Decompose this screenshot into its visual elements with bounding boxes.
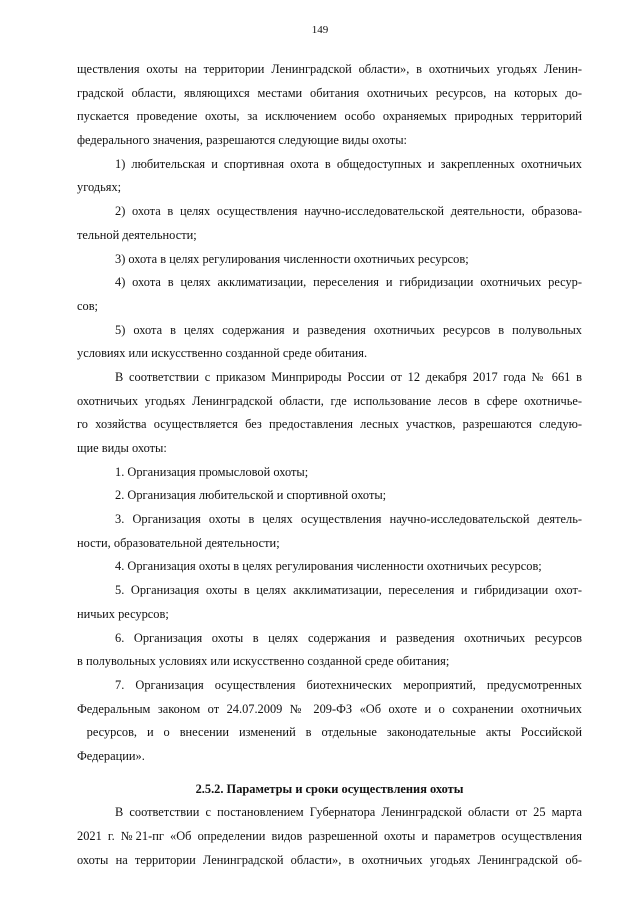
text-line: 2. Организация любительской и спортивной охоты; xyxy=(115,488,387,503)
text-line: щие виды охоты: xyxy=(77,441,167,455)
page-number: 149 xyxy=(311,24,329,36)
text-line: го хозяйства осуществляется без предоставления лесных участков, разрешаются следую- xyxy=(77,417,582,432)
text-line: 1) любительская и спортивная охота в общедоступных и закрепленных охотничьих xyxy=(115,156,582,171)
text-line: 7. Организация осуществления биотехнических мероприятий, предусмотренных xyxy=(115,677,582,692)
section-heading: 2.5.2. Параметры и сроки осуществления охоты xyxy=(195,781,464,796)
text-line: в полувольных условиях или искусственно созданной среде обитания; xyxy=(77,654,450,669)
text-line: пускается проведение охоты, за исключением особо охраняемых природных территорий xyxy=(77,109,582,124)
text-line: тельной деятельности; xyxy=(77,227,197,242)
text-line: Федерации». xyxy=(77,748,145,763)
text-line: 3) охота в целях регулирования численности охотничьих ресурсов; xyxy=(115,251,469,266)
text-line: ресурсов, и о внесении изменений в отдельные законодательные акты Российской xyxy=(77,725,582,740)
text-line: сов; xyxy=(77,298,98,313)
text-line: угодьях; xyxy=(77,180,122,195)
text-line: ничьих ресурсов; xyxy=(77,606,169,621)
text-line: градской области, являющихся местами обитания охотничьих ресурсов, на которых до- xyxy=(77,85,582,100)
text-line: 3. Организация охоты в целях осуществления научно-исследовательской деятель- xyxy=(115,512,582,527)
text-line: ществления охоты на территории Ленинградской области», в охотничьих угодьях Ленин- xyxy=(77,62,582,76)
text-line: В соответствии с приказом Минприроды России от 12 декабря 2017 года № 661 в xyxy=(115,369,582,384)
text-line: охоты на территории Ленинградской области», в охотничьих угодьях Ленинградской об- xyxy=(77,852,582,867)
text-block-2 xyxy=(77,801,582,872)
text-line: охотничьих угодьях Ленинградской области, где использование лесов в сфере охотничье- xyxy=(77,393,582,408)
text-line: 4. Организация охоты в целях регулирования численности охотничьих ресурсов; xyxy=(115,559,542,574)
body-text xyxy=(77,58,582,872)
text-line: 2021 г. №21-пг «Об определении видов разрешенной охоты и параметров осуществления xyxy=(77,829,582,843)
text-line: 6. Организация охоты в целях содержания и разведения охотничьих ресурсов xyxy=(115,630,582,645)
text-line: Федеральным законом от 24.07.2009 № 209-ФЗ «Об охоте и о сохранении охотничьих xyxy=(77,701,582,716)
text-line: 1. Организация промысловой охоты; xyxy=(115,464,309,479)
text-line: 2) охота в целях осуществления научно-исследовательской деятельности, образова- xyxy=(115,204,582,219)
text-line: федерального значения, разрешаются следующие виды охоты: xyxy=(77,133,407,148)
text-line: 5. Организация охоты в целях акклиматизации, переселения и гибридизации охот- xyxy=(115,583,582,598)
text-line: 4) охота в целях акклиматизации, переселения и гибридизации охотничьих ресур- xyxy=(115,275,582,290)
text-line: условиях или искусственно созданной среде обитания. xyxy=(77,346,368,361)
text-line: В соответствии с постановлением Губернатора Ленинградской области от 25 марта xyxy=(115,805,582,820)
text-line: ности, образовательной деятельности; xyxy=(77,535,280,550)
text-block-1 xyxy=(77,58,582,769)
text-line: 5) охота в целях содержания и разведения охотничьих ресурсов в полувольных xyxy=(115,322,582,337)
